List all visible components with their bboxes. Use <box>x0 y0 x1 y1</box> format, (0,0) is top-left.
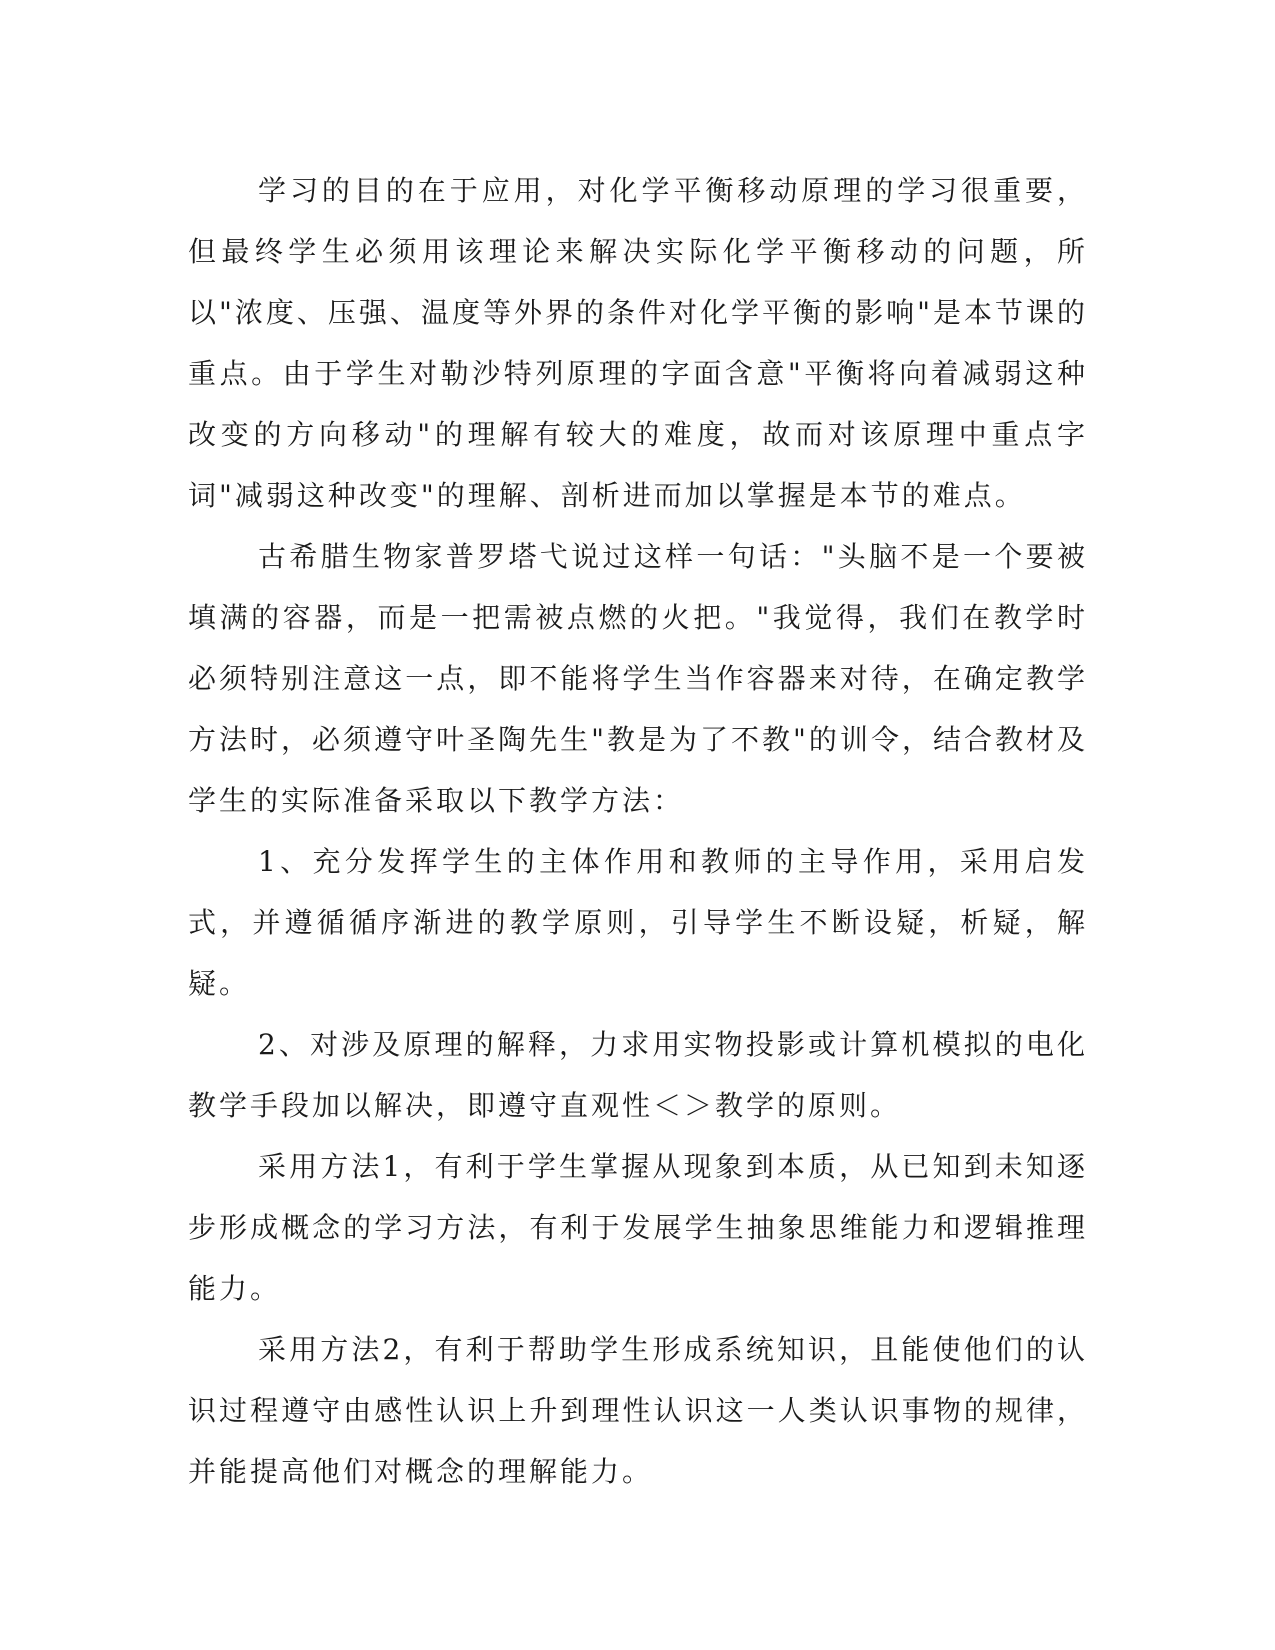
paragraph-3: 1、充分发挥学生的主体作用和教师的主导作用，采用启发式，并遵循循序渐进的教学原则，引导学生不断设疑，析疑，解疑。 <box>188 845 1088 1000</box>
paragraph-6: 采用方法2，有利于帮助学生形成系统知识，且能使他们的认识过程遵守由感性认识上升到理性认识这一人类认识事物的规律，并能提高他们对概念的理解能力。 <box>188 1333 1088 1488</box>
paragraph-2: 古希腊生物家普罗塔弋说过这样一句话："头脑不是一个要被填满的容器，而是一把需被点燃的火把。"我觉得，我们在教学时必须特别注意这一点，即不能将学生当作容器来对待，在确定教学方法时，必须遵守叶圣陶先生"教是为了不教"的训令，结合教材及学生的实际准备采取以下教学方法： <box>188 540 1088 817</box>
paragraph-4: 2、对涉及原理的解释，力求用实物投影或计算机模拟的电化教学手段加以解决，即遵守直观性＜＞教学的原则。 <box>188 1028 1088 1122</box>
paragraph-1: 学习的目的在于应用，对化学平衡移动原理的学习很重要，但最终学生必须用该理论来解决实际化学平衡移动的问题，所以"浓度、压强、温度等外界的条件对化学平衡的影响"是本节课的重点。由于学生对勒沙特列原理的字面含意"平衡将向着减弱这种改变的方向移动"的理解有较大的难度，故而对该原理中重点字词"减弱这种改变"的理解、剖析进而加以掌握是本节的难点。 <box>188 174 1088 512</box>
paragraph-5: 采用方法1，有利于学生掌握从现象到本质，从已知到未知逐步形成概念的学习方法，有利于发展学生抽象思维能力和逻辑推理能力。 <box>188 1150 1088 1305</box>
document-body <box>188 160 1088 1502</box>
